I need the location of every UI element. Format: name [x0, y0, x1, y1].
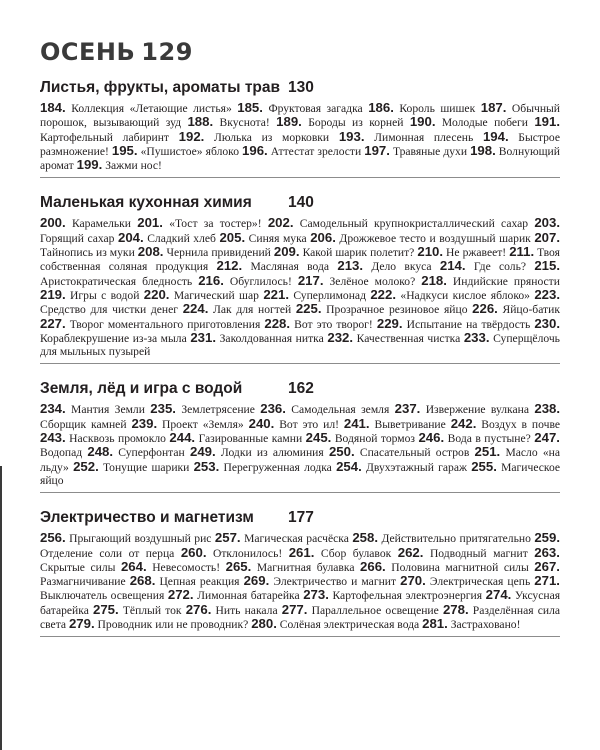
experiment-number: 280.	[251, 616, 277, 632]
experiment-number: 194.	[482, 128, 509, 144]
experiment-number: 271.	[534, 573, 560, 589]
experiment-number: 278.	[442, 601, 469, 617]
experiment-number: 279.	[68, 616, 95, 632]
experiment-title: Карамельки	[71, 217, 131, 231]
experiment-number: 191.	[534, 114, 560, 130]
experiment-title: Коллекция «Летающие листья»	[71, 102, 232, 115]
experiment-title: Качественная чистка	[356, 331, 461, 345]
experiment-title: Электрическая цепь	[429, 575, 531, 589]
experiment-title: Выключатель освещения	[40, 589, 165, 603]
experiment-number: 259.	[534, 530, 561, 546]
experiment-number: 231.	[190, 329, 217, 345]
experiment-title: Магнитная булавка	[256, 560, 355, 574]
experiment-item[interactable]	[306, 432, 415, 445]
experiment-title: Половина магнитной силы	[391, 560, 529, 574]
experiment-item[interactable]	[418, 432, 530, 445]
experiment-title: Аристократическая бледность	[40, 274, 193, 288]
experiment-item[interactable]	[296, 303, 468, 316]
experiment-title: Быстрое размножение!	[40, 130, 560, 158]
experiment-title: Творог моментального приготовления	[69, 317, 261, 331]
experiment-number: 192.	[178, 128, 205, 144]
experiment-title: Водопад	[40, 446, 83, 460]
experiment-title: Твоя собственная соляная продукция	[40, 246, 560, 274]
experiment-item[interactable]	[400, 575, 530, 588]
experiment-number: 263.	[534, 544, 560, 560]
experiment-title: Тайнопись из муки	[40, 246, 135, 260]
section-page-number: 130	[288, 79, 314, 96]
experiment-title: Индийские пряности	[452, 274, 560, 288]
experiment-item[interactable]	[137, 217, 261, 230]
experiment-title: «Тост за тостер»!	[169, 217, 262, 231]
experiment-item[interactable]	[190, 329, 324, 345]
experiment-number: 229.	[376, 315, 403, 331]
experiment-number: 251.	[474, 444, 501, 460]
experiment-item[interactable]	[263, 286, 366, 302]
experiment-number: 210.	[417, 244, 444, 260]
experiment-title: Магическое яйцо	[40, 460, 561, 487]
experiment-title: Тёплый ток	[122, 603, 182, 617]
section-title: Маленькая кухонная химия	[40, 194, 252, 212]
season-title: ОСЕНЬ	[40, 38, 136, 66]
experiment-title: Магическая расчёска	[244, 532, 349, 546]
experiment-item[interactable]	[338, 128, 474, 144]
experiment-item[interactable]	[198, 272, 292, 288]
experiment-item[interactable]	[40, 403, 145, 416]
experiment-title: «Пушистое» яблоко	[140, 144, 239, 158]
experiment-title: Проводник или не проводник?	[97, 618, 249, 632]
experiment-title: Люлька из морковки	[214, 130, 330, 144]
experiment-number: 219.	[40, 286, 66, 302]
experiment-number: 274.	[485, 587, 512, 603]
experiment-number: 207.	[534, 229, 560, 245]
experiment-item[interactable]	[264, 315, 373, 331]
experiment-title: Обуглилось!	[229, 274, 292, 288]
experiment-item[interactable]	[410, 116, 528, 129]
experiment-number: 215.	[534, 258, 560, 274]
experiment-number: 255.	[471, 458, 497, 474]
experiment-title: Суперлимонад	[293, 288, 366, 302]
experiment-item[interactable]	[150, 403, 255, 416]
experiment-item[interactable]	[40, 102, 232, 115]
experiment-number: 270.	[400, 573, 426, 589]
experiment-number: 212.	[216, 258, 243, 274]
experiment-title: Подводный магнит	[429, 546, 528, 560]
experiment-title: Чернила привидений	[166, 246, 271, 260]
section-heading[interactable]	[40, 506, 560, 528]
experiment-number: 252.	[73, 458, 99, 474]
experiment-number: 253.	[193, 458, 220, 474]
experiment-number: 254.	[336, 458, 362, 474]
experiment-number: 202.	[267, 215, 294, 231]
experiment-item[interactable]	[138, 246, 271, 259]
experiment-number: 186.	[368, 100, 394, 115]
experiment-item[interactable]	[303, 589, 482, 602]
experiment-title: Скрытые силы	[40, 560, 116, 574]
experiment-number: 190.	[409, 114, 436, 130]
experiment-item[interactable]	[310, 229, 531, 245]
experiment-item[interactable]	[217, 260, 330, 273]
experiment-title: Двухэтажный гараж	[365, 460, 467, 474]
experiment-item[interactable]	[130, 575, 240, 588]
section-page-number: 177	[288, 509, 314, 527]
section-title: Земля, лёд и игра с водой	[40, 380, 243, 398]
experiment-title: Нить накала	[215, 603, 278, 617]
experiment-item[interactable]	[329, 446, 469, 459]
experiment-item[interactable]	[118, 229, 216, 245]
experiment-item[interactable]	[87, 446, 184, 459]
experiment-list	[40, 101, 560, 177]
experiment-title: Лимонная батарейка	[197, 589, 300, 603]
experiment-number: 239.	[131, 415, 158, 431]
experiment-item[interactable]	[352, 532, 531, 545]
experiment-number: 224.	[182, 301, 209, 317]
experiment-number: 209.	[273, 244, 300, 260]
experiment-item[interactable]	[370, 286, 530, 302]
experiment-list	[40, 216, 560, 363]
experiment-item[interactable]	[337, 260, 431, 273]
section-heading[interactable]	[40, 76, 560, 98]
experiment-title: Спасательный остров	[359, 446, 470, 460]
experiment-number: 232.	[327, 329, 354, 345]
experiment-number: 281.	[422, 616, 448, 632]
section-heading[interactable]	[40, 191, 560, 213]
experiment-title: Масло «на льду»	[40, 446, 561, 474]
experiment-title: Аттестат зрелости	[270, 144, 362, 158]
experiment-title: Цепная реакция	[159, 575, 240, 589]
experiment-item[interactable]	[131, 415, 244, 431]
experiment-item[interactable]	[276, 116, 403, 129]
experiment-title: Застраховано!	[450, 618, 521, 632]
experiment-number: 262.	[397, 544, 424, 560]
experiment-number: 228.	[264, 315, 291, 331]
experiment-number: 203.	[534, 215, 560, 231]
experiment-number: 236.	[260, 401, 286, 417]
experiment-number: 272.	[167, 587, 194, 603]
experiment-number: 240.	[248, 415, 275, 431]
experiment-number: 250.	[328, 444, 355, 460]
experiment-title: Лимонная плесень	[374, 130, 474, 144]
experiment-title: Тонущие шарики	[102, 460, 190, 474]
experiment-item[interactable]	[251, 618, 419, 631]
experiment-number: 227.	[40, 315, 66, 331]
experiment-title: Кораблекрушение из-за мыла	[40, 331, 187, 345]
experiment-item[interactable]	[77, 159, 162, 172]
experiment-number: 233.	[463, 329, 490, 345]
experiment-title: Прозрачное резиновое яйцо	[326, 303, 468, 317]
experiment-item[interactable]	[421, 272, 560, 288]
experiment-number: 269.	[243, 573, 270, 589]
experiment-number: 256.	[40, 530, 66, 546]
experiment-title: Испытание на твёрдость	[406, 317, 531, 331]
experiment-item[interactable]	[40, 532, 211, 545]
experiment-number: 206.	[310, 229, 336, 245]
experiment-number: 248.	[87, 444, 114, 460]
experiment-item[interactable]	[143, 286, 259, 302]
section-title: Электричество и магнетизм	[40, 509, 254, 527]
experiment-item[interactable]	[120, 558, 221, 574]
experiment-title: Масляная вода	[250, 260, 330, 274]
experiment-item[interactable]	[180, 544, 283, 560]
experiment-item[interactable]	[450, 415, 561, 431]
experiment-title: Король шишек	[399, 102, 476, 115]
experiment-number: 258.	[352, 530, 379, 546]
experiment-number: 189.	[276, 114, 302, 130]
experiment-item[interactable]	[215, 532, 349, 545]
experiment-title: Отклонилось!	[212, 546, 283, 560]
experiment-item[interactable]	[40, 315, 261, 331]
experiment-title: Водяной тормоз	[334, 432, 415, 446]
experiment-title: Вот это творог!	[294, 317, 373, 331]
experiment-title: Какой шарик полетит?	[302, 246, 415, 260]
experiment-number: 235.	[150, 401, 176, 417]
experiment-number: 249.	[189, 444, 216, 460]
experiment-item[interactable]	[40, 286, 140, 302]
experiment-title: Воздух в почве	[481, 417, 561, 431]
season-heading	[40, 38, 560, 66]
experiment-number: 242.	[450, 415, 477, 431]
experiment-title: Зажми нос!	[105, 159, 162, 173]
contents-page	[40, 38, 560, 637]
experiment-number: 223.	[534, 286, 561, 302]
experiment-title: Бороды из корней	[308, 116, 404, 130]
experiment-number: 276.	[185, 601, 212, 617]
experiment-item[interactable]	[343, 415, 446, 431]
experiment-number: 243.	[40, 430, 66, 446]
experiment-title: Мантия Земли	[71, 403, 145, 417]
experiment-number: 187.	[480, 100, 507, 115]
section-page-number: 140	[288, 194, 314, 212]
experiment-title: Где соль?	[473, 260, 527, 274]
experiment-item[interactable]	[417, 246, 506, 259]
experiment-title: Сладкий хлеб	[147, 231, 216, 245]
experiment-item[interactable]	[242, 142, 362, 158]
experiment-number: 214.	[439, 258, 466, 274]
experiment-number: 196.	[242, 142, 268, 158]
experiment-title: Синяя мука	[248, 231, 307, 245]
experiment-number: 241.	[343, 415, 370, 431]
experiment-number: 238.	[534, 401, 561, 417]
experiment-title: Сборщик камней	[40, 417, 127, 431]
experiment-number: 226.	[472, 301, 498, 317]
experiment-item[interactable]	[260, 403, 389, 416]
experiment-item[interactable]	[169, 432, 302, 445]
experiment-number: 213.	[337, 258, 364, 274]
section-heading[interactable]	[40, 377, 560, 399]
experiment-number: 266.	[360, 558, 386, 574]
experiment-title: Параллельное освещение	[311, 603, 439, 617]
experiment-item[interactable]	[93, 601, 182, 617]
experiment-list	[40, 531, 560, 636]
experiment-item[interactable]	[268, 217, 528, 230]
experiment-number: 237.	[394, 401, 421, 417]
experiment-number: 188.	[187, 114, 214, 130]
experiment-number: 197.	[364, 142, 390, 158]
experiment-item[interactable]	[281, 601, 439, 617]
experiment-item[interactable]	[422, 618, 520, 631]
experiment-title: Прыгающий воздушный рис	[69, 532, 212, 546]
experiment-item[interactable]	[368, 102, 475, 115]
experiment-item[interactable]	[297, 272, 416, 288]
experiment-number: 277.	[281, 601, 308, 617]
experiment-number: 195.	[111, 142, 138, 158]
experiment-number: 193.	[338, 128, 365, 144]
experiment-number: 265.	[225, 558, 252, 574]
experiment-title: Отделение соли от перца	[40, 546, 175, 560]
experiment-item[interactable]	[187, 116, 269, 129]
experiment-title: Электричество и магнит	[273, 575, 397, 589]
experiment-title: Перегруженная лодка	[223, 460, 332, 474]
experiment-item[interactable]	[111, 142, 239, 158]
experiment-item[interactable]	[190, 446, 324, 459]
experiment-item[interactable]	[440, 260, 526, 273]
experiment-number: 275.	[93, 601, 119, 617]
experiment-title: Заколдованная нитка	[219, 331, 324, 345]
experiment-title: Землетрясение	[181, 403, 255, 417]
experiment-list	[40, 402, 560, 492]
experiment-number: 244.	[169, 430, 196, 446]
experiment-item[interactable]	[219, 229, 307, 245]
margin-bar	[0, 466, 2, 750]
experiment-number: 204.	[118, 229, 144, 245]
experiment-number: 257.	[214, 530, 241, 546]
experiment-title: Средство для чистки денег	[40, 303, 179, 317]
experiment-number: 221.	[263, 286, 289, 302]
experiment-item[interactable]	[168, 589, 300, 602]
experiment-title: Горящий сахар	[40, 231, 115, 245]
experiment-title: Молодые побеги	[441, 116, 528, 130]
experiment-title: Солёная электрическая вода	[279, 618, 420, 632]
experiment-item[interactable]	[225, 558, 355, 574]
experiment-title: Дело вкуса	[371, 260, 432, 274]
experiment-title: Сбор булавок	[320, 546, 392, 560]
experiment-item[interactable]	[397, 544, 528, 560]
experiment-number: 261.	[288, 544, 315, 560]
experiment-item[interactable]	[274, 246, 414, 259]
experiment-item[interactable]	[178, 128, 330, 144]
season-page-number: 129	[141, 38, 193, 66]
experiment-number: 222.	[370, 286, 397, 302]
experiment-title: Лодки из алюминия	[220, 446, 324, 460]
experiment-title: Насквозь промокло	[69, 432, 166, 446]
experiment-title: Магический шар	[173, 288, 259, 302]
experiment-item[interactable]	[395, 403, 529, 416]
section-kitchen-chemistry	[40, 191, 560, 364]
experiment-item[interactable]	[237, 102, 362, 115]
section-leaves-fruits	[40, 76, 560, 178]
experiment-title: Газированные камни	[198, 432, 303, 446]
experiment-number: 184.	[40, 100, 66, 115]
experiment-number: 225.	[295, 301, 322, 317]
experiment-number: 218.	[421, 272, 447, 288]
experiment-title: Травяные духи	[392, 144, 468, 158]
experiment-number: 247.	[534, 430, 560, 446]
experiment-title: Суперфонтан	[118, 446, 185, 460]
experiment-item[interactable]	[376, 315, 531, 331]
experiment-title: Обычный порошок, вызывающий зуд	[40, 102, 561, 130]
experiment-title: Извержение вулкана	[425, 403, 529, 417]
experiment-title: «Надкуси кислое яблоко»	[400, 288, 530, 302]
experiment-item[interactable]	[472, 303, 560, 316]
experiment-number: 220.	[143, 286, 170, 302]
experiment-title: Размагничивание	[40, 575, 126, 589]
experiment-number: 246.	[418, 430, 445, 446]
experiment-title: Самодельный крупнокристаллический сахар	[299, 217, 529, 231]
experiment-number: 200.	[40, 215, 66, 231]
experiment-number: 245.	[305, 430, 332, 446]
experiment-item[interactable]	[40, 217, 131, 230]
experiment-number: 205.	[219, 229, 246, 245]
section-page-number: 162	[288, 380, 314, 398]
experiment-number: 268.	[129, 573, 156, 589]
experiment-title: Уксусная батарейка	[40, 589, 561, 617]
experiment-number: 234.	[40, 401, 66, 417]
experiment-item[interactable]	[360, 558, 529, 574]
experiment-title: Выветривание	[374, 417, 446, 431]
experiment-title: Действительно притягательно	[381, 532, 531, 546]
experiment-number: 199.	[76, 157, 103, 173]
experiment-item[interactable]	[69, 618, 248, 631]
experiment-number: 185.	[237, 100, 263, 115]
experiment-item[interactable]	[336, 458, 467, 474]
experiment-title: Волнующий аромат	[40, 144, 560, 173]
experiment-number: 217.	[297, 272, 324, 288]
experiment-number: 273.	[303, 587, 329, 603]
experiment-item[interactable]	[185, 601, 278, 617]
experiment-number: 201.	[137, 215, 163, 231]
experiment-item[interactable]	[40, 432, 166, 445]
experiment-title: Зелёное молоко?	[329, 274, 416, 288]
experiment-item[interactable]	[327, 329, 461, 345]
experiment-item[interactable]	[73, 458, 190, 474]
section-electricity-magnetism	[40, 506, 560, 637]
experiment-number: 230.	[534, 315, 561, 331]
experiment-number: 267.	[534, 558, 560, 574]
experiment-item[interactable]	[248, 415, 339, 431]
experiment-title: Вот это ил!	[279, 417, 339, 431]
experiment-number: 211.	[509, 244, 535, 260]
experiment-number: 198.	[470, 142, 496, 158]
experiment-title: Картофельная электроэнергия	[332, 589, 483, 603]
experiment-title: Самодельная земля	[291, 403, 390, 417]
experiment-item[interactable]	[183, 303, 291, 316]
experiment-item[interactable]	[244, 575, 396, 588]
experiment-title: Игры с водой	[70, 288, 140, 302]
experiment-title: Проект «Земля»	[162, 417, 244, 431]
experiment-title: Вода в пустыне?	[447, 432, 531, 446]
experiment-item[interactable]	[193, 458, 332, 474]
section-earth-ice-water	[40, 377, 560, 493]
experiment-title: Не ржавеет!	[446, 246, 507, 260]
experiment-title: Яйцо-батик	[502, 303, 560, 317]
experiment-number: 208.	[137, 244, 164, 260]
experiment-item[interactable]	[364, 142, 468, 158]
experiment-number: 260.	[180, 544, 207, 560]
experiment-number: 216.	[198, 272, 224, 288]
experiment-title: Картофельный лабиринт	[40, 130, 169, 144]
experiment-title: Фруктовая загадка	[268, 102, 363, 115]
experiment-title: Дрожжевое тесто и воздушный шарик	[339, 231, 531, 245]
experiment-title: Суперщёлочь для мыльных пузырей	[40, 331, 560, 359]
experiment-item[interactable]	[288, 544, 392, 560]
experiment-number: 264.	[120, 558, 147, 574]
experiment-title: Лак для ногтей	[213, 303, 292, 317]
experiment-title: Разделённая сила света	[40, 603, 561, 632]
experiment-title: Невесомость!	[152, 560, 221, 574]
experiment-title: Вкуснота!	[219, 116, 270, 130]
section-title: Листья, фрукты, ароматы трав	[40, 79, 281, 96]
